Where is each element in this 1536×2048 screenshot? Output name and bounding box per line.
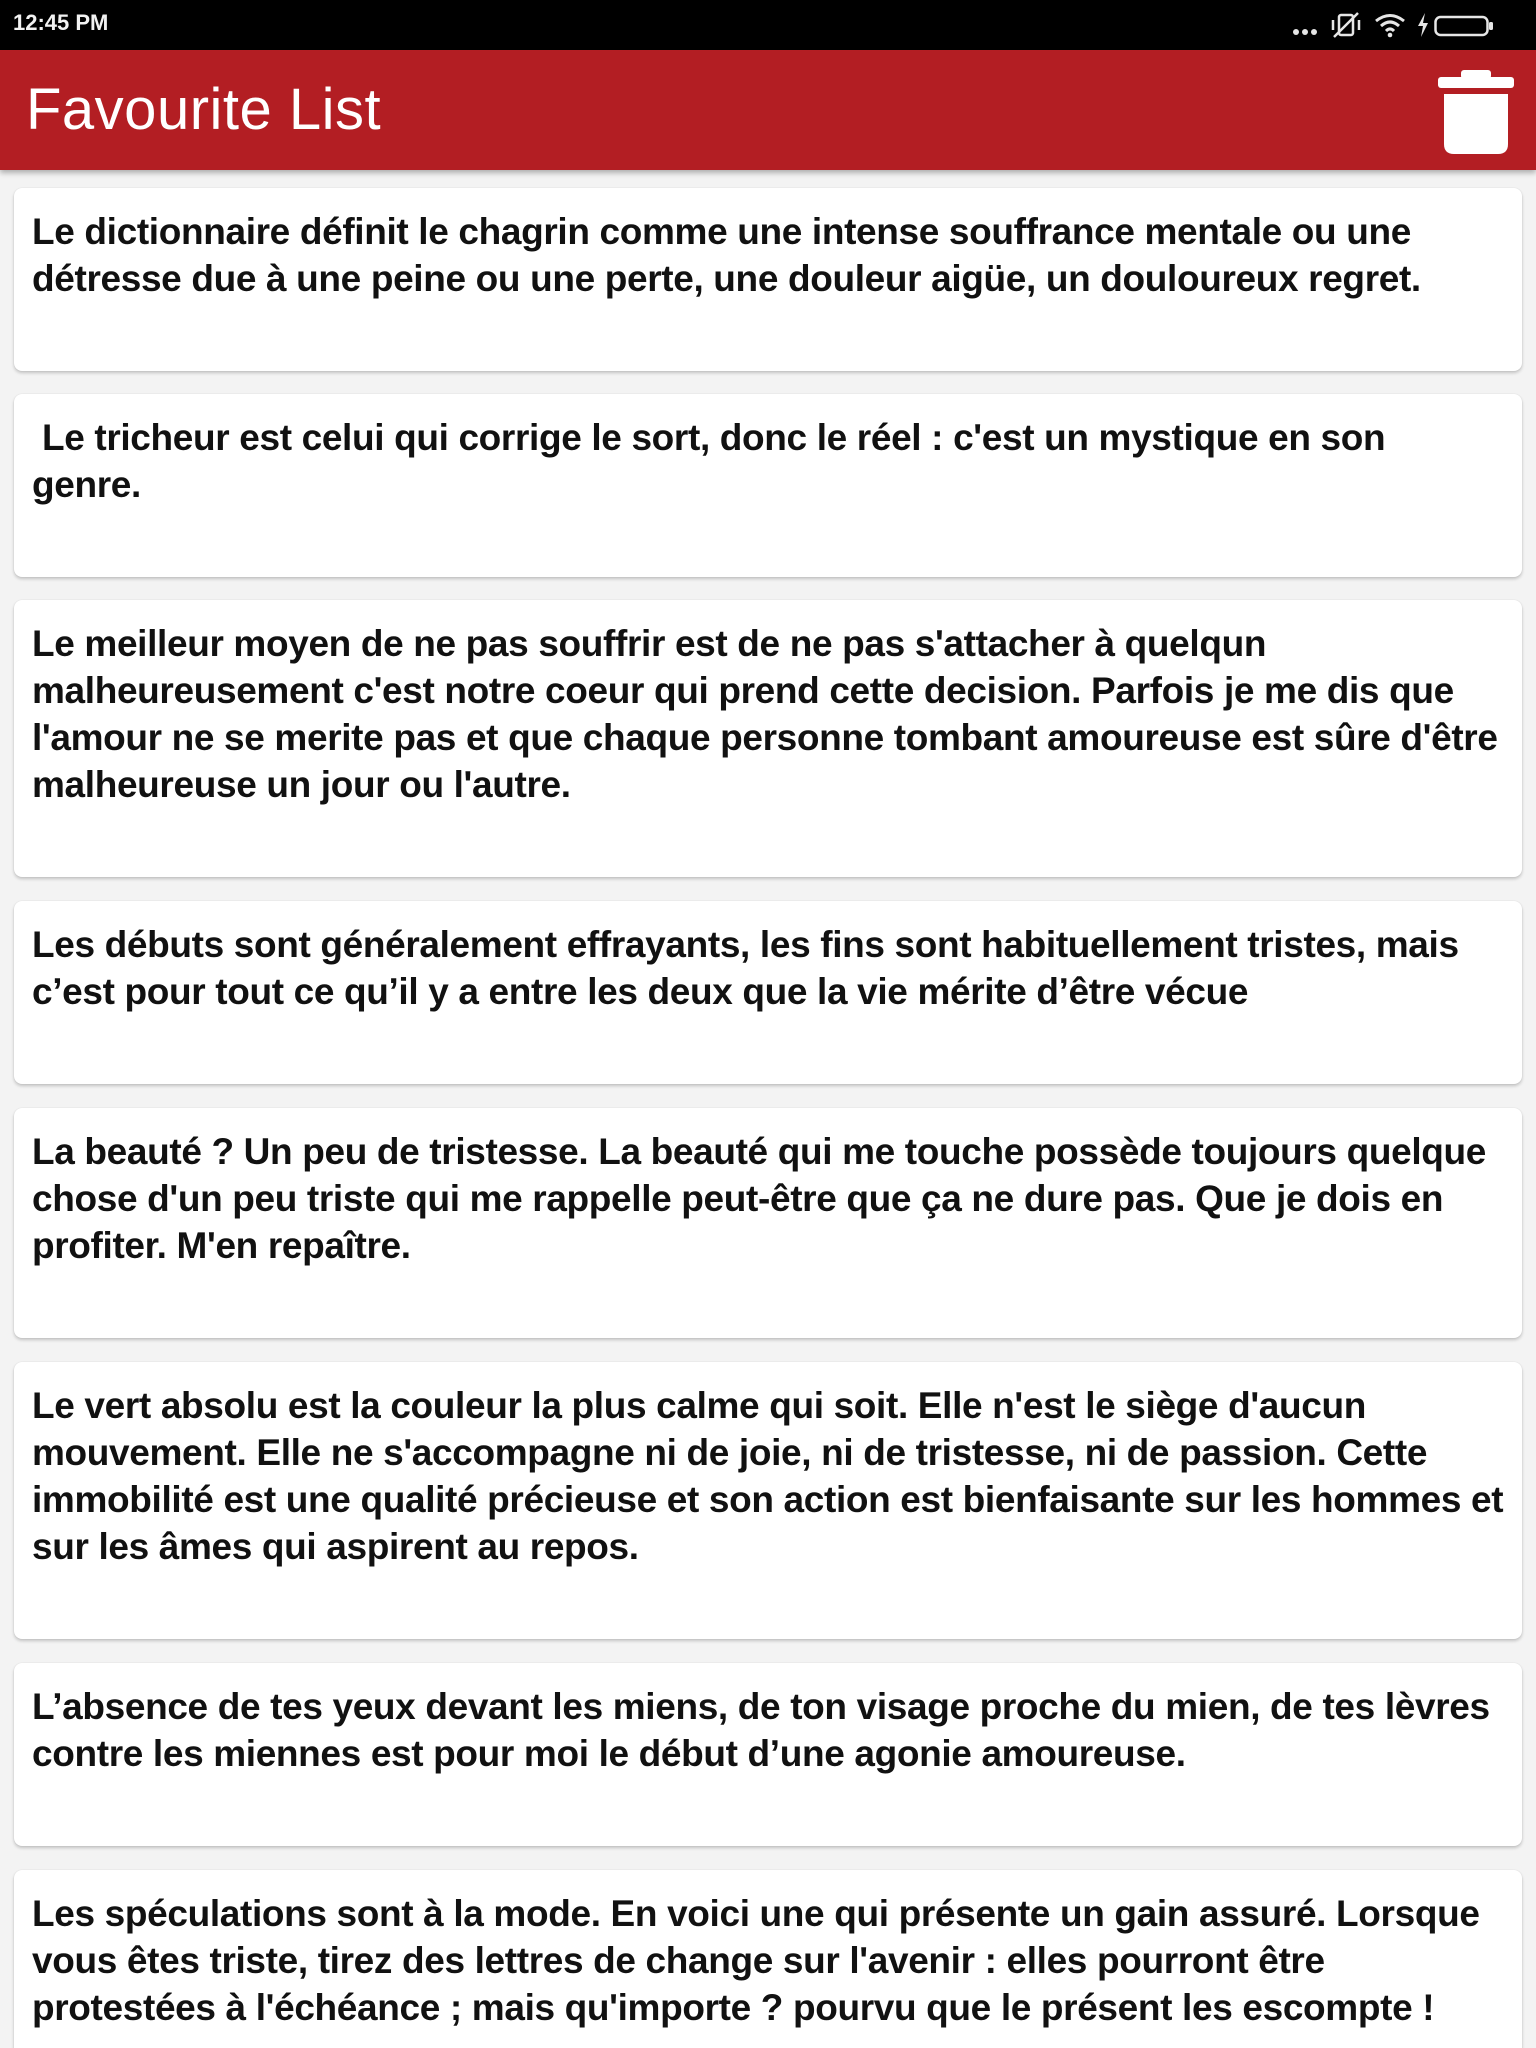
quote-card[interactable] [14,1870,1522,2048]
quote-card[interactable] [14,188,1522,371]
quote-card[interactable] [14,394,1522,577]
quote-card[interactable] [14,901,1522,1084]
quote-text: Le tricheur est celui qui corrige le sort, donc le réel : c'est un mystique en son genre. [32,417,1396,505]
status-time: 12:45 PM [13,10,109,35]
status-bar [0,0,1536,50]
quote-text: Le meilleur moyen de ne pas souffrir est de ne pas s'attacher à quelqun malheureusement c'est notre coeur qui prend cette decision. Parfois je me dis que l'amour ne se merite pas et que chaque personne tombant amoureuse est sûre d'être malheureuse un jour ou l'autre. [32,623,1508,805]
battery-icon [1434,15,1494,42]
more-dots-icon [1292,24,1318,42]
quote-text: Le dictionnaire définit le chagrin comme une intense souffrance mentale ou une détresse due à une peine ou une perte, une douleur aigüe, un douloureux regret. [32,211,1421,299]
quote-text: L’absence de tes yeux devant les miens, de ton visage proche du mien, de tes lèvres contre les miennes est pour moi le début d’une agonie amoureuse. [32,1686,1500,1774]
app-bar [0,50,1536,170]
quote-card[interactable] [14,1663,1522,1846]
quote-card[interactable] [14,1362,1522,1639]
quote-card[interactable] [14,1108,1522,1338]
favourite-list[interactable] [0,170,1536,2048]
delete-all-button[interactable] [1430,66,1522,158]
quote-text: La beauté ? Un peu de tristesse. La beauté qui me touche possède toujours quelque chose d'un peu triste qui me rappelle peut-être que ça ne dure pas. Que je dois en profiter. M'en repaître. [32,1131,1496,1266]
quote-text: Les débuts sont généralement effrayants, les fins sont habituellement tristes, mais c’est pour tout ce qu’il y a entre les deux que la vie mérite d’être vécue [32,924,1469,1012]
wifi-icon [1374,12,1406,43]
charging-icon [1416,12,1430,43]
page-title: Favourite List [26,77,382,142]
vibrate-off-icon [1330,11,1362,44]
quote-text: Le vert absolu est la couleur la plus calme qui soit. Elle n'est le siège d'aucun mouvement. Elle ne s'accompagne ni de joie, ni de tristesse, ni de passion. Cette immobilité est une qualité précieuse et son action est bienfaisante sur les hommes et sur les âmes qui aspirent au repos. [32,1385,1514,1567]
status-icons [1292,10,1522,40]
trash-icon [1430,146,1522,161]
quote-text: Les spéculations sont à la mode. En voici une qui présente un gain assuré. Lorsque vous êtes triste, tirez des lettres de change sur l'avenir : elles pourront être protestées à l'échéance ; mais qu'importe ? pourvu que le présent les escompte ! [32,1893,1490,2028]
quote-card[interactable] [14,600,1522,877]
